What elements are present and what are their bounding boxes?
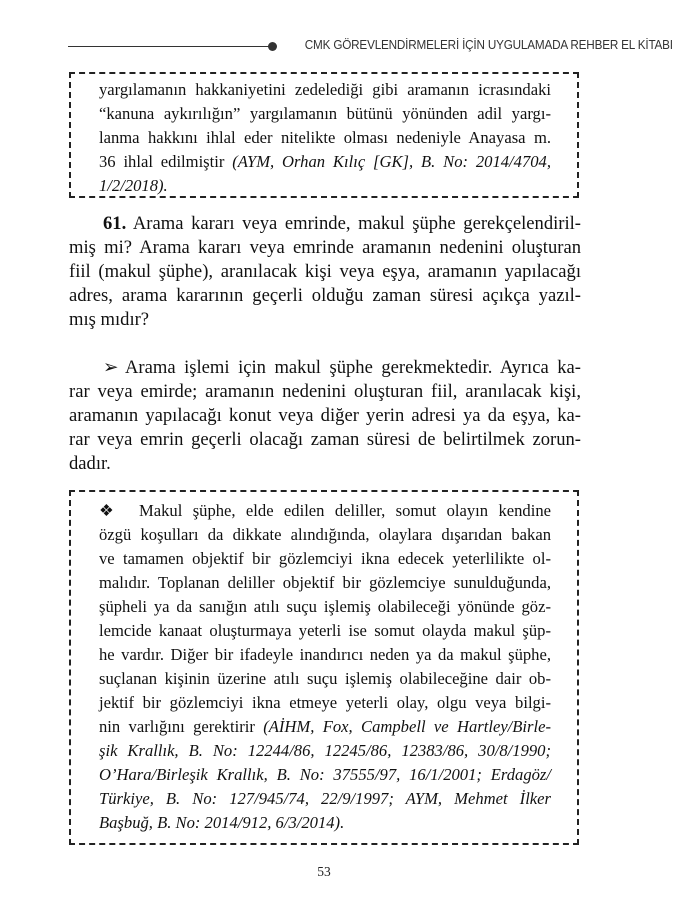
diamond-bullet-icon: ❖	[99, 501, 114, 520]
citation: Başbuğ, B. No: 2014/912, 6/3/2014).	[99, 813, 345, 832]
quote-line-with-citation	[99, 715, 551, 739]
quote-line: suçlanan kişinin üzerine atılı suçu işlemiş olabileceğine dair ob-	[99, 669, 551, 688]
answer-line: aramanın yapılacağı konut veya diğer yerin adresi ya da eşya, ka-	[69, 405, 581, 426]
quote-box-text	[99, 499, 551, 835]
quote-box-text	[99, 78, 551, 198]
answer-line: rar veya emirde; aramanın nedenini oluşturan fiil, aranılacak kişi,	[69, 381, 581, 402]
citation: (AİHM, Fox, Campbell ve Hartley/Birle-	[263, 717, 552, 736]
quote-line: malıdır. Toplanan deliller objektif bir gözlemciye sunulduğunda,	[99, 573, 551, 592]
quote-line: Makul şüphe, elde edilen deliller, somut olayın kendine	[139, 501, 551, 520]
citation: (AYM, Orhan Kılıç [GK], B. No: 2014/4704,	[232, 152, 552, 171]
header-bullet-icon	[268, 42, 277, 51]
quote-box-reasonable-suspicion	[69, 490, 579, 845]
question-number: 61.	[103, 213, 127, 234]
citation: şik Krallık, B. No: 12244/86, 12245/86, 12383/86, 30/8/1990;	[99, 741, 551, 760]
quote-line: yargılamanın hakkaniyetini zedelediği gibi aramanın icrasındaki	[99, 80, 551, 99]
question-line: miş mi? Arama kararı veya emrinde aramanın nedenini oluşturan	[69, 237, 581, 258]
quote-line: jektif bir gözlemciyi ikna etmeye yeterli olay, olgu veya bilgi-	[99, 693, 551, 712]
page-number: 53	[317, 864, 331, 879]
quote-line: ve tamamen objektif bir gözlemciyi ikna edecek yeterlilikte ol-	[99, 549, 551, 568]
quote-line: özgü koşulları da dikkate alındığında, olaylara dışarıdan bakan	[99, 525, 551, 544]
answer-first-line	[69, 356, 581, 380]
answer-line: dadır.	[69, 453, 111, 474]
question-61	[69, 212, 581, 332]
question-line: mış mıdır?	[69, 309, 150, 330]
quote-line: lanma hakkını ihlal eder nitelikte olması nedeniyle Anayasa m.	[99, 128, 551, 147]
arrow-bullet-icon: ➢	[103, 357, 119, 378]
quote-line: nin varlığını gerektirir	[99, 717, 264, 736]
quote-line: “kanuna aykırılığın” yargılamanın bütünü yönünden adil yargı-	[99, 104, 551, 123]
question-line: adres, arama kararının geçerli olduğu zaman süresi açıkça yazıl-	[69, 285, 581, 306]
quote-first-line	[99, 499, 551, 523]
answer-text: Arama işlemi için makul şüphe gerekmektedir. Ayrıca ka-	[125, 357, 581, 378]
question-text: Arama kararı veya emrinde, makul şüphe gerekçelendiril-	[126, 213, 581, 234]
quote-line: şüpheli ya da sanığın atılı suçu işlemiş olabileceği yönünde göz-	[99, 597, 551, 616]
answer-line: rar veya emrin geçerli olacağı zaman süresi de belirtilmek zorun-	[69, 429, 581, 450]
question-line: fiil (makul şüphe), aranılacak kişi veya eşya, aramanın yapılacağı	[69, 261, 581, 282]
answer-paragraph	[69, 356, 581, 476]
citation: O’Hara/Birleşik Krallık, B. No: 37555/97, 16/1/2001; Erdagöz/	[99, 765, 551, 784]
quote-line: he vardır. Diğer bir ifadeyle inandırıcı neden ya da makul şüphe,	[99, 645, 551, 664]
header-title: CMK GÖREVLENDİRMELERİ İÇİN UYGULAMADA REHBER EL KİTABI	[304, 38, 673, 52]
quote-box-court-decision	[69, 72, 579, 198]
citation: Türkiye, B. No: 127/945/74, 22/9/1997; AYM, Mehmet İlker	[99, 789, 551, 808]
citation: 1/2/2018).	[99, 176, 168, 195]
question-first-line	[69, 212, 581, 236]
header-rule	[68, 46, 270, 47]
running-header	[68, 38, 673, 56]
quote-line: 36 ihlal edilmiştir	[99, 152, 233, 171]
quote-line-with-citation	[99, 150, 551, 174]
quote-line: lemcide kanaat oluşturmaya yeterli ise somut olayda makul şüp-	[99, 621, 551, 640]
